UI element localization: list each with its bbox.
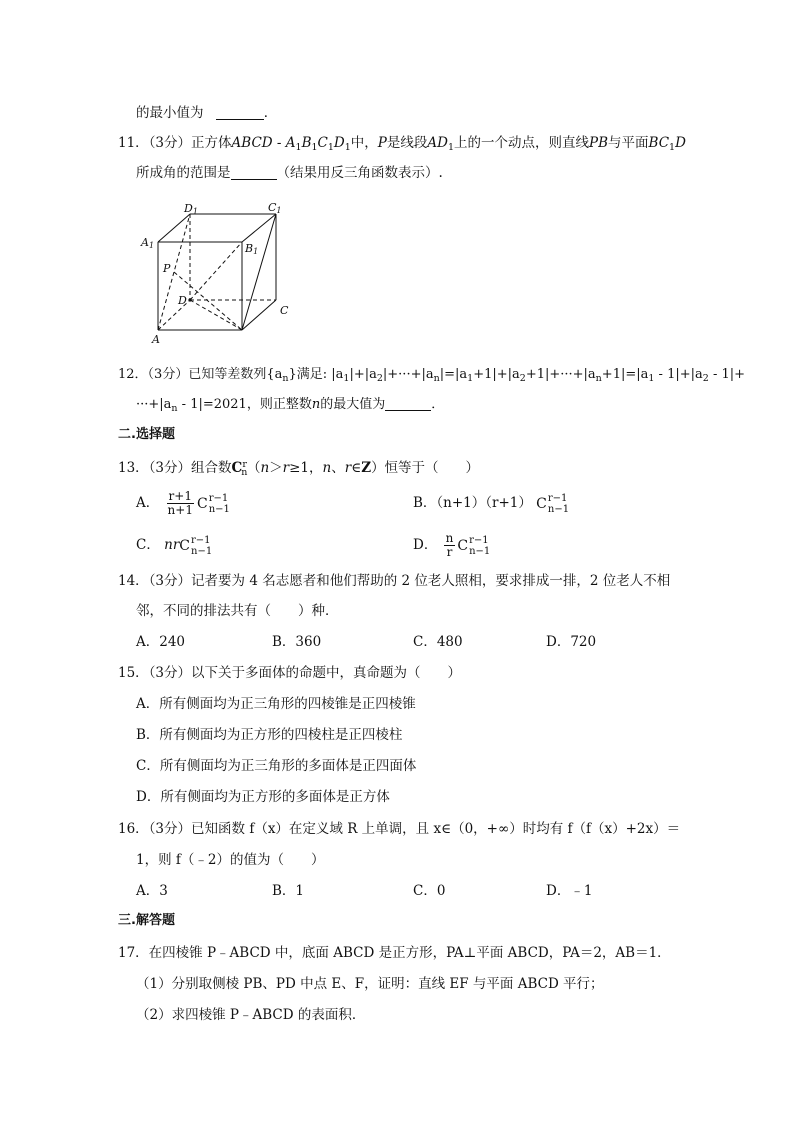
- question-number: 15．: [118, 665, 149, 681]
- q12-text: |+|a: [349, 367, 377, 382]
- q11-PB: PB: [589, 135, 609, 151]
- edge-BC: [242, 300, 276, 330]
- q14-text: 记者要为 4 名志愿者和他们帮助的 2 位老人照相，要求排成一排，2 位老人不相: [191, 573, 671, 589]
- q11-text: （结果用反三角函数表示）.: [276, 165, 443, 181]
- comb-top: r−1: [547, 492, 568, 504]
- option-label: D．: [413, 537, 438, 553]
- q13-n: n: [260, 460, 270, 476]
- question-11-line2: [136, 164, 443, 182]
- question-17-part1: （1）分别取侧棱 PB、PD 中点 E、F，证明：直线 EF 与平面 ABCD 平行；: [136, 976, 604, 992]
- q12-text: +1|=|a: [601, 367, 649, 382]
- point-D: [188, 298, 191, 301]
- sub: n: [282, 373, 289, 384]
- question-16: [118, 820, 680, 838]
- q14-option-b[interactable]: B．360: [272, 634, 322, 650]
- question-number: 13．: [118, 460, 149, 476]
- q10-tail-text: 的最小值为: [136, 105, 204, 121]
- question-number: 11．: [118, 135, 149, 151]
- comb-top: r−1: [208, 492, 229, 504]
- q12-text: }满足: |a: [288, 367, 344, 382]
- q16-option-d[interactable]: D．﹣1: [546, 883, 593, 899]
- q11-cube: ABCD: [231, 135, 273, 151]
- q13-text: 、: [331, 460, 345, 476]
- q13-text: 组合数: [191, 460, 232, 476]
- q11-D1: D: [333, 135, 345, 151]
- q13-n: n: [322, 460, 332, 476]
- fraction: [166, 490, 195, 517]
- comb-C: C: [196, 495, 208, 512]
- q12-text: ···+|a: [136, 397, 172, 412]
- question-17: 17．在四棱锥 P﹣ABCD 中，底面 ABCD 是正方形，PA⊥平面 ABCD，PA＝2，AB＝1．: [118, 945, 671, 961]
- q13-text: （: [246, 460, 261, 476]
- question-16-line2: 1，则 f（﹣2）的值为（ ）: [136, 852, 325, 868]
- q15-option-c[interactable]: C．所有侧面均为正三角形的多面体是正四面体: [136, 758, 417, 774]
- option-text: nr: [164, 537, 180, 553]
- section-heading-answer: 三.解答题: [118, 913, 175, 928]
- sub: n: [171, 403, 178, 414]
- comb-bottom: n−1: [469, 545, 491, 557]
- sub: 2: [519, 373, 526, 384]
- q13-r: r: [344, 460, 352, 476]
- option-label: B．: [413, 495, 437, 511]
- diag-BC1: [242, 214, 276, 330]
- answer-blank[interactable]: [231, 165, 277, 180]
- q11-B1: B: [301, 135, 312, 151]
- label-P: P: [163, 262, 171, 275]
- answer-blank[interactable]: [385, 396, 431, 411]
- q16-option-a[interactable]: A．3: [136, 883, 168, 899]
- sub: 1: [467, 373, 474, 384]
- sub: 1: [447, 142, 455, 153]
- question-number: 16．: [118, 821, 149, 837]
- q10-tail: 的最小值为 ．: [136, 105, 278, 121]
- comb-C: C: [457, 537, 469, 554]
- question-12-line2: $\cdot\cdot\cdot+|a_n - 1|=2021$，则正整数n的最大值为 ．: [136, 397, 445, 414]
- q13-option-a[interactable]: [136, 488, 230, 519]
- section-heading-choice: 二.选择题: [118, 427, 175, 442]
- comb-top: r−1: [191, 534, 211, 546]
- numerator: n: [445, 531, 454, 545]
- q12-text: - 1|+|a: [654, 367, 703, 382]
- denominator: r: [446, 545, 453, 559]
- q13-text: ）恒等于（ ）: [371, 460, 480, 476]
- comb-index: [548, 493, 569, 515]
- answer-blank[interactable]: [216, 105, 264, 120]
- q11-P: P: [377, 135, 387, 151]
- denominator: n+1: [167, 503, 193, 517]
- q14-option-c[interactable]: C．480: [413, 634, 463, 650]
- option-label: A．: [136, 495, 160, 511]
- comb-bottom: n−1: [191, 545, 213, 557]
- cube-figure: [138, 198, 298, 348]
- question-15: [118, 664, 461, 682]
- label-D1: D1: [184, 202, 198, 216]
- question-11: [118, 134, 686, 157]
- q13-text: ≥1，: [289, 460, 323, 476]
- sub: 1: [311, 142, 318, 153]
- question-number: 14．: [118, 573, 149, 589]
- sub: 1: [648, 373, 655, 384]
- sub: 1: [669, 142, 676, 153]
- q13-text: ＞: [269, 460, 283, 476]
- q14-option-d[interactable]: D．720: [546, 634, 597, 650]
- q16-text: 已知函数 f（x）在定义域 R 上单调，且 x∈（0，+∞）时均有 f（f（x）+2x）＝: [191, 821, 681, 837]
- q11-A1: A: [285, 135, 296, 151]
- q13-option-c[interactable]: [136, 530, 212, 561]
- label-D: D: [178, 294, 187, 307]
- q13-r: r: [282, 460, 290, 476]
- combination: [179, 531, 212, 561]
- q12-text: 已知等差数列{a: [188, 367, 283, 382]
- q14-option-a[interactable]: A．240: [136, 634, 186, 650]
- comb-bottom: n−1: [208, 503, 230, 515]
- sub: 1: [295, 142, 302, 153]
- sub: 2: [376, 373, 383, 384]
- q15-option-b[interactable]: B．所有侧面均为正方形的四棱柱是正四棱柱: [136, 727, 403, 743]
- comb-C: C: [536, 495, 547, 512]
- label-C: C: [280, 304, 289, 317]
- q11-text: 上的一个动点，则直线: [454, 135, 590, 151]
- q12-text: +1|+···+|a: [525, 367, 596, 382]
- question-17-part2: （2）求四棱锥 P﹣ABCD 的表面积．: [136, 1007, 366, 1023]
- q12-text: - 1|=2021，则正整数: [177, 397, 312, 412]
- sub: 1: [343, 373, 350, 384]
- question-14-line2: 邻，不同的排法共有（ ）种．: [136, 603, 339, 619]
- q13-option-d[interactable]: [413, 530, 490, 561]
- comb-index: [209, 493, 230, 515]
- q16-option-b[interactable]: B．1: [272, 883, 305, 899]
- q13-C: C: [231, 460, 243, 476]
- numerator: r+1: [168, 489, 192, 503]
- sub: 1: [327, 142, 334, 153]
- q16-option-c[interactable]: C．0: [413, 883, 446, 899]
- comb-top: r−1: [469, 534, 489, 546]
- diag-DB: [190, 300, 242, 330]
- question-score: （3分）: [148, 665, 192, 681]
- label-A1: A1: [141, 236, 155, 250]
- question-score: （3分）: [148, 821, 192, 837]
- label-B1: B1: [245, 242, 259, 256]
- q12-n: n: [311, 397, 321, 412]
- q12-text: |+···+|a: [382, 367, 434, 382]
- q12-text: |=|a: [439, 367, 468, 382]
- combination: [536, 489, 569, 519]
- combination: [197, 489, 230, 519]
- sub: n: [433, 373, 440, 384]
- q12-text: - 1|+: [708, 367, 746, 382]
- sub: 1: [344, 142, 351, 153]
- edge-A1D1: [158, 214, 190, 242]
- diag-DB1: [190, 242, 242, 300]
- comb-index: [469, 535, 490, 557]
- sub: 2: [702, 373, 709, 384]
- q11-text: 所成角的范围是: [136, 165, 231, 181]
- q11-AD: AD: [427, 135, 448, 151]
- question-score: （3分）: [147, 367, 189, 382]
- sub: n: [241, 467, 248, 478]
- q15-text: 以下关于多面体的命题中，真命题为（ ）: [191, 665, 462, 681]
- question-13: [118, 456, 479, 482]
- question-14: [118, 572, 670, 590]
- q15-option-d[interactable]: D．所有侧面均为正方形的多面体是正方体: [136, 789, 390, 805]
- edge-B1C1: [242, 214, 276, 242]
- q11-BC: BC: [648, 135, 670, 151]
- q15-option-a[interactable]: A．所有侧面均为正三角形的四棱锥是正四棱锥: [136, 696, 416, 712]
- sub: n: [595, 373, 602, 384]
- q12-text: 的最大值为: [320, 397, 386, 412]
- question-score: （3分）: [148, 460, 192, 476]
- comb-bottom: n−1: [547, 503, 570, 515]
- sup: r: [242, 459, 247, 470]
- label-A: A: [152, 333, 160, 346]
- q11-text: 是线段: [386, 135, 428, 151]
- comb-index: [191, 535, 212, 557]
- question-score: （3分）: [148, 135, 192, 151]
- question-12: [118, 366, 745, 388]
- q12-text: +1|+|a: [473, 367, 520, 382]
- q11-D: D: [675, 135, 686, 151]
- question-number: 12．: [118, 367, 148, 382]
- option-text: （n+1）（r+1）: [436, 495, 532, 511]
- combination: [457, 531, 490, 561]
- label-C1: C1: [268, 201, 282, 215]
- question-score: （3分）: [148, 573, 192, 589]
- comb-C: C: [179, 537, 191, 554]
- q11-text: 正方体: [191, 135, 232, 151]
- fraction: [444, 532, 456, 559]
- q13-Z: Z: [361, 460, 372, 476]
- q11-text: 中，: [350, 135, 378, 151]
- q13-text: ∈: [351, 460, 362, 476]
- q11-dash: -: [272, 135, 286, 151]
- option-label: C．: [136, 537, 160, 553]
- q11-text: 与平面: [608, 135, 649, 151]
- q11-C1: C: [317, 135, 328, 151]
- q13-option-b[interactable]: [413, 488, 569, 519]
